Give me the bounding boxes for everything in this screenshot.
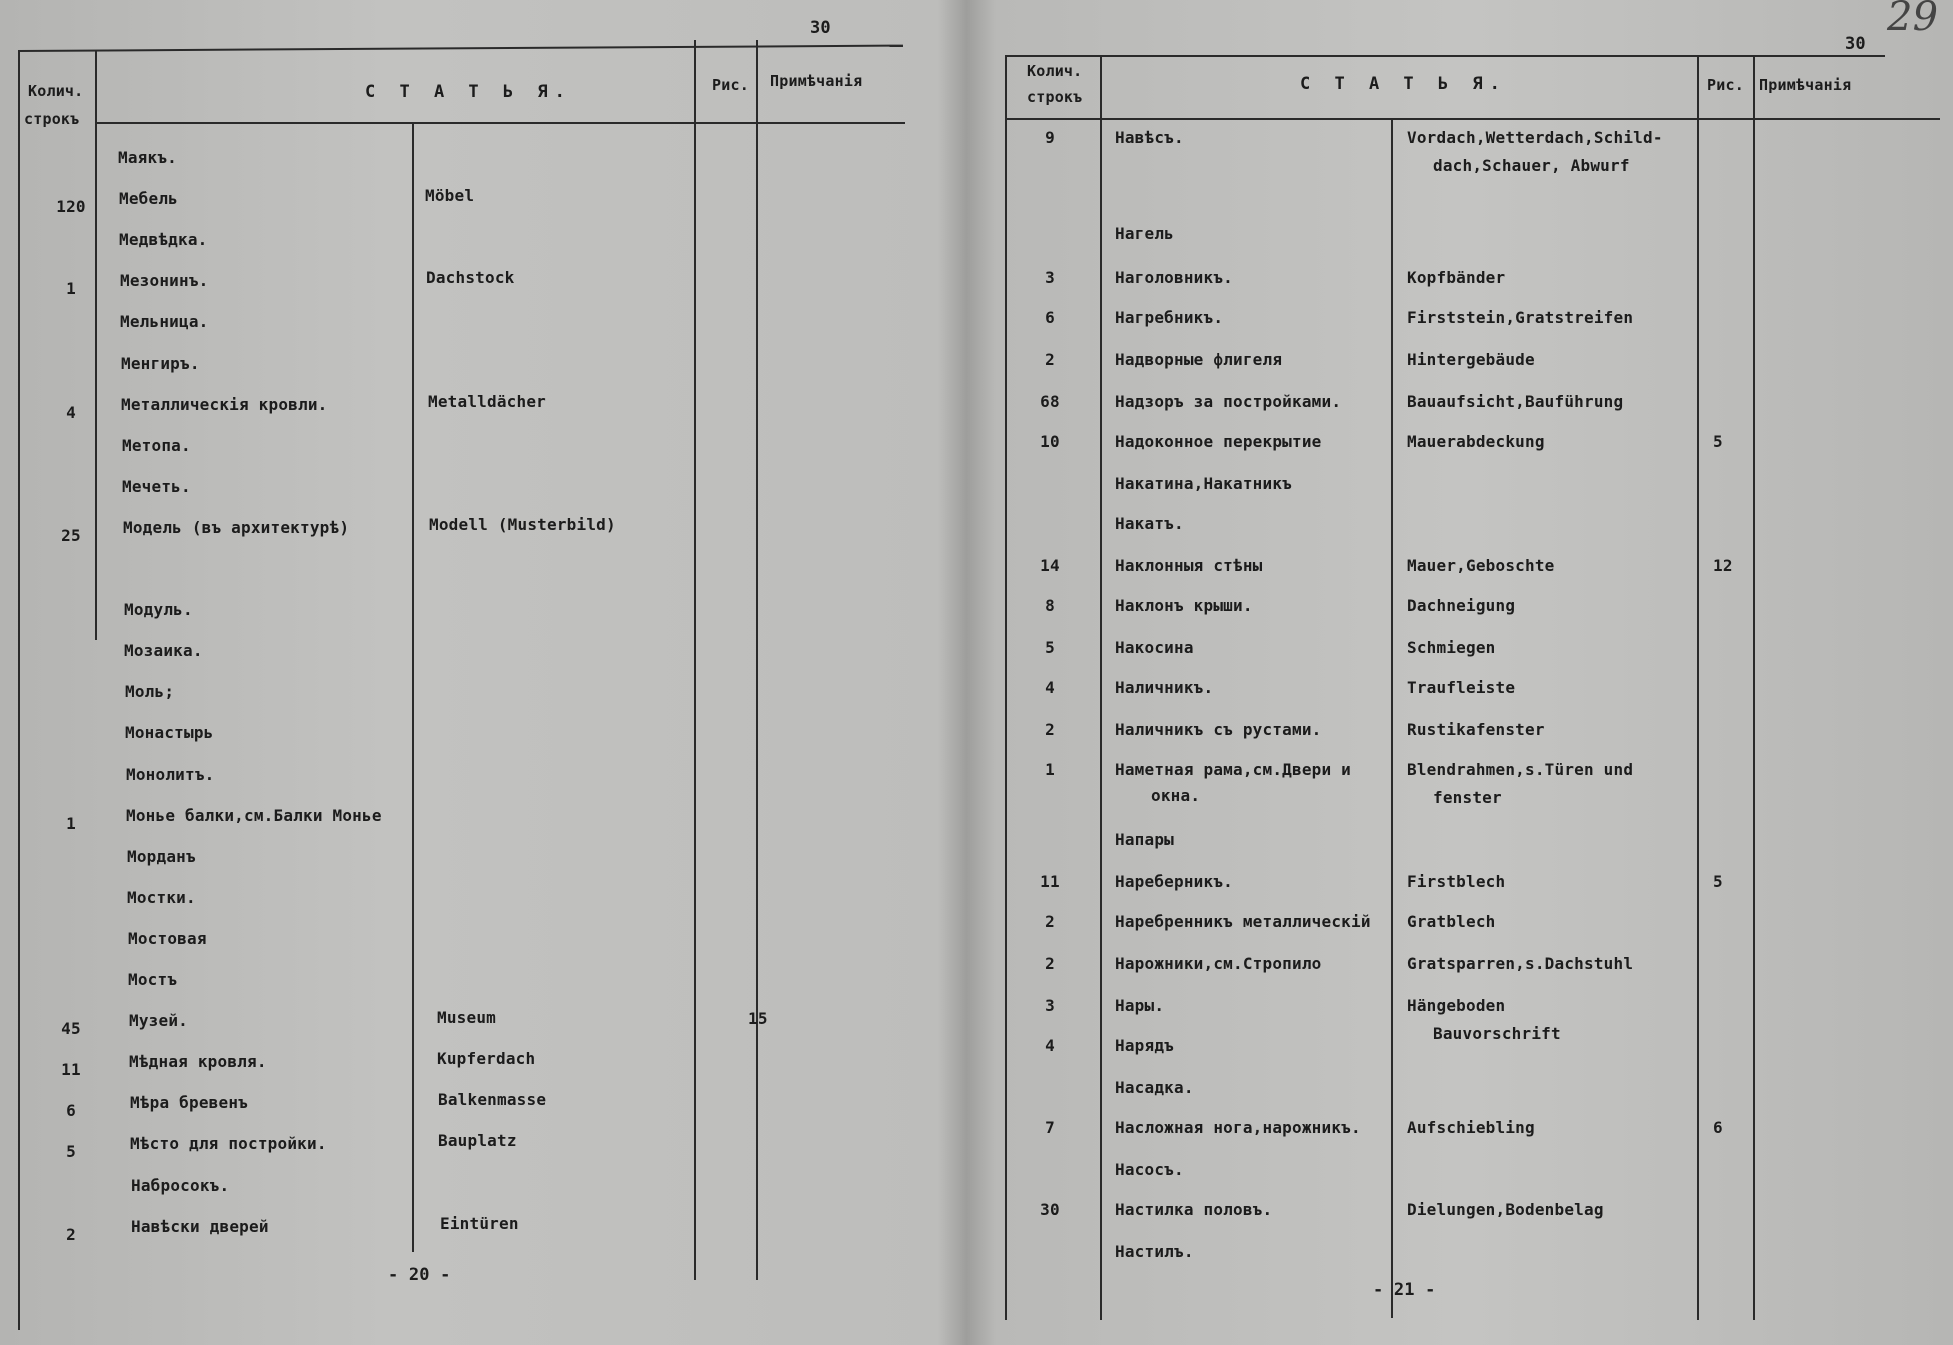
entry-count: 8 (1045, 596, 1055, 615)
entry-count: 4 (66, 403, 76, 422)
entry-count: 10 (1040, 432, 1060, 451)
entry-term: Нагель (1115, 224, 1174, 243)
entry-term: Навѣски дверей (131, 1217, 269, 1236)
entry-german: Museum (437, 1008, 496, 1027)
entry-term: Насадка. (1115, 1078, 1194, 1097)
entry-figure: 15 (748, 1009, 768, 1028)
entry-term: Накатъ. (1115, 514, 1184, 533)
right-count-column-divider (1100, 55, 1102, 1320)
right-header-fig: Рис. (1707, 76, 1744, 94)
entry-count: 7 (1045, 1118, 1055, 1137)
entry-count: 2 (1045, 954, 1055, 973)
entry-term: Настилка половъ. (1115, 1200, 1273, 1219)
entry-term: Надоконное перекрытие (1115, 432, 1322, 451)
entry-term: Наголовникъ. (1115, 268, 1233, 287)
entry-count: 1 (66, 814, 76, 833)
entry-term: Наклонъ крыши. (1115, 596, 1253, 615)
entry-term: Наклонныя стѣны (1115, 556, 1263, 575)
entry-term: Монолитъ. (126, 765, 215, 784)
entry-term: Мельница. (120, 312, 209, 331)
entry-count: 2 (1045, 350, 1055, 369)
entry-term-cont: окна. (1151, 786, 1201, 805)
entry-count: 2 (1045, 912, 1055, 931)
entry-term: Менгиръ. (121, 354, 200, 373)
right-notes-column-divider (1753, 55, 1755, 1320)
right-outer-border (1005, 55, 1007, 1320)
right-header-bottom-rule (1005, 118, 1940, 120)
entry-german: Dielungen,Bodenbelag (1407, 1200, 1604, 1219)
entry-term: Наребренникъ металлическій (1115, 912, 1371, 931)
entry-german: Hintergebäude (1407, 350, 1535, 369)
entry-count: 5 (66, 1142, 76, 1161)
entry-term: Маякъ. (118, 148, 177, 167)
entry-count: 120 (56, 197, 86, 216)
left-term-column-divider (412, 122, 414, 1252)
entry-term: Модель (въ архитектурѣ) (123, 518, 350, 537)
entry-german: Metalldächer (428, 392, 546, 411)
left-header-count: Колич. (28, 82, 84, 100)
entry-term: Металлическія кровли. (121, 395, 328, 414)
entry-term: Наличникъ съ рустами. (1115, 720, 1322, 739)
entry-german: Dachneigung (1407, 596, 1516, 615)
entry-term: Монье балки,см.Балки Монье (126, 806, 382, 825)
entry-german: Aufschiebling (1407, 1118, 1535, 1137)
entry-german: Mauerabdeckung (1407, 432, 1545, 451)
entry-german: Modell (Musterbild) (429, 515, 616, 534)
entry-german: Traufleiste (1407, 678, 1516, 697)
entry-german-cont: fenster (1433, 788, 1502, 807)
entry-german: Gratblech (1407, 912, 1496, 931)
entry-count: 5 (1045, 638, 1055, 657)
entry-figure: 12 (1713, 556, 1733, 575)
entry-term: Настилъ. (1115, 1242, 1194, 1261)
entry-count: 11 (61, 1060, 81, 1079)
left-header-article: С Т А Т Ь Я. (365, 82, 572, 102)
right-fig-column-divider (1697, 55, 1699, 1320)
entry-count: 11 (1040, 872, 1060, 891)
right-header-article: С Т А Т Ь Я. (1300, 74, 1507, 94)
entry-german: Blendrahmen,s.Türen und (1407, 760, 1634, 779)
entry-count: 1 (1045, 760, 1055, 779)
entry-term: Морданъ (127, 847, 196, 866)
left-outer-border (18, 50, 20, 1330)
entry-count: 2 (66, 1225, 76, 1244)
left-header-count-2: строкъ (24, 110, 80, 128)
entry-term: Напары (1115, 830, 1174, 849)
entry-german: Bauaufsicht,Bauführung (1407, 392, 1624, 411)
entry-german: Balkenmasse (438, 1090, 547, 1109)
right-bottom-page-number: - 21 - (1373, 1280, 1436, 1300)
left-header-top-rule (18, 45, 903, 52)
entry-count: 6 (1045, 308, 1055, 327)
entry-german: Dachstock (426, 268, 515, 287)
entry-term: Мѣра бревенъ (130, 1093, 248, 1112)
entry-german: Möbel (425, 186, 475, 205)
entry-count: 14 (1040, 556, 1060, 575)
entry-term: Мебель (119, 189, 178, 208)
right-top-page-number: 30 (1845, 34, 1866, 54)
entry-count: 3 (1045, 268, 1055, 287)
entry-term: Мечеть. (122, 477, 191, 496)
entry-term: Мозаика. (124, 641, 203, 660)
left-header-fig: Рис. (712, 76, 749, 94)
entry-term: Навѣсъ. (1115, 128, 1184, 147)
entry-term: Мѣсто для постройки. (130, 1134, 327, 1153)
entry-term: Накосина (1115, 638, 1194, 657)
entry-german: Hängeboden (1407, 996, 1506, 1015)
entry-count: 45 (61, 1019, 81, 1038)
entry-term: Надзоръ за постройками. (1115, 392, 1342, 411)
entry-term: Накатина,Накатникъ (1115, 474, 1292, 493)
right-header-notes: Примѣчанія (1759, 76, 1852, 94)
entry-german: Vordach,Wetterdach,Schild- (1407, 128, 1663, 147)
entry-count: 4 (1045, 678, 1055, 697)
entry-german: Kopfbänder (1407, 268, 1506, 287)
left-notes-column-divider (756, 40, 758, 1280)
right-header-count: Колич. (1027, 62, 1083, 80)
left-fig-column-divider (694, 40, 696, 1280)
entry-term: Насложная нога,нарожникъ. (1115, 1118, 1361, 1137)
entry-count: 68 (1040, 392, 1060, 411)
entry-term: Надворные флигеля (1115, 350, 1283, 369)
left-header-bottom-rule (95, 122, 905, 124)
entry-term: Нарожники,см.Стропило (1115, 954, 1322, 973)
entry-term: Музей. (129, 1011, 188, 1030)
entry-figure: 6 (1713, 1118, 1723, 1137)
entry-term: Мѣдная кровля. (129, 1052, 267, 1071)
entry-count: 25 (61, 526, 81, 545)
left-bottom-page-number: - 20 - (388, 1265, 451, 1285)
entry-term: Метопа. (122, 436, 191, 455)
entry-term: Мостки. (127, 888, 196, 907)
entry-german: Firstblech (1407, 872, 1506, 891)
entry-german-cont: Bauvorschrift (1433, 1024, 1561, 1043)
entry-term: Мостовая (128, 929, 207, 948)
entry-german: Schmiegen (1407, 638, 1496, 657)
entry-german: Rustikafenster (1407, 720, 1545, 739)
entry-term: Набросокъ. (131, 1176, 230, 1195)
entry-term: Медвѣдка. (119, 230, 208, 249)
entry-german: Kupferdach (437, 1049, 536, 1068)
entry-term: Мезонинъ. (120, 271, 209, 290)
entry-term: Модуль. (124, 600, 193, 619)
entry-german: Eintüren (440, 1214, 519, 1233)
entry-count: 4 (1045, 1036, 1055, 1055)
entry-german: Gratsparren,s.Dachstuhl (1407, 954, 1634, 973)
entry-count: 2 (1045, 720, 1055, 739)
entry-term: Моль; (125, 682, 175, 701)
entry-term: Нары. (1115, 996, 1165, 1015)
entry-term: Нареберникъ. (1115, 872, 1233, 891)
entry-figure: 5 (1713, 872, 1723, 891)
entry-term: Наметная рама,см.Двери и (1115, 760, 1351, 779)
entry-count: 30 (1040, 1200, 1060, 1219)
handwritten-page-mark: 29 (1887, 0, 1939, 40)
entry-term: Мостъ (128, 970, 178, 989)
entry-german: Mauer,Geboschte (1407, 556, 1555, 575)
entry-term: Наличникъ. (1115, 678, 1214, 697)
left-top-page-number: 30 (810, 18, 831, 38)
right-header-count-2: строкъ (1027, 88, 1083, 106)
left-count-column-divider (95, 50, 97, 640)
entry-german: Bauplatz (438, 1131, 517, 1150)
entry-german-cont: dach,Schauer, Abwurf (1433, 156, 1630, 175)
left-header-notes: Примѣчанія (770, 72, 863, 90)
entry-figure: 5 (1713, 432, 1723, 451)
right-page (975, 0, 1953, 1345)
entry-term: Нагребникъ. (1115, 308, 1224, 327)
entry-term: Насосъ. (1115, 1160, 1184, 1179)
entry-german: Firststein,Gratstreifen (1407, 308, 1634, 327)
entry-count: 9 (1045, 128, 1055, 147)
left-page (0, 0, 965, 1345)
entry-term: Монастырь (125, 723, 214, 742)
entry-count: 1 (66, 279, 76, 298)
entry-term: Нарядъ (1115, 1036, 1174, 1055)
entry-count: 6 (66, 1101, 76, 1120)
entry-count: 3 (1045, 996, 1055, 1015)
right-term-column-divider (1391, 118, 1393, 1318)
